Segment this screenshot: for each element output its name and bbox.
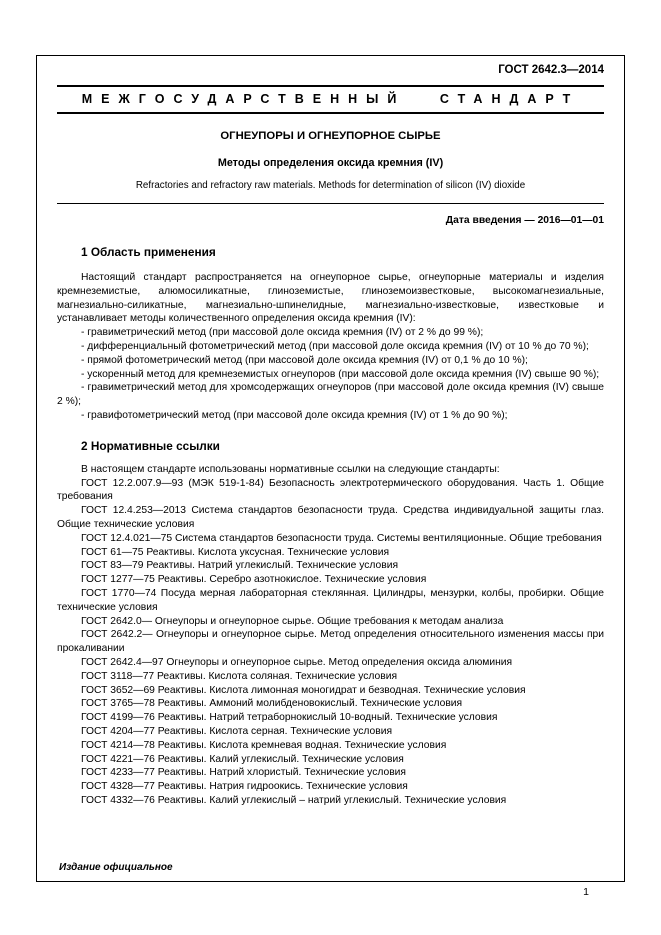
section-2-intro: В настоящем стандарте использованы нормативные ссылки на следующие стандарты:	[81, 463, 500, 475]
reference-item: ГОСТ 2642.4—97 Огнеупоры и огнеупорное сырье. Метод определения оксида алюминия	[81, 656, 513, 668]
document-title-ru: ОГНЕУПОРЫ И ОГНЕУПОРНОЕ СЫРЬЕ	[220, 130, 441, 142]
reference-item: ГОСТ 4328—77 Реактивы. Натрия гидроокись. Технические условия	[81, 781, 408, 793]
reference-item: ГОСТ 4214—78 Реактивы. Кислота кремневая водная. Технические условия	[81, 739, 447, 751]
reference-item: ГОСТ 1277—75 Реактивы. Серебро азотнокислое. Технические условия	[81, 574, 427, 586]
reference-item: ГОСТ 4332—76 Реактивы. Калий углекислый – натрий углекислый. Технические условия	[81, 794, 507, 806]
title-divider	[57, 203, 604, 204]
reference-item: ГОСТ 12.4.253—2013 Система стандартов безопасности труда. Средства индивидуальной защиты глаз. Общие технические условия	[57, 505, 604, 530]
reference-item: ГОСТ 1770—74 Посуда мерная лабораторная стеклянная. Цилиндры, мензурки, колбы, пробирки. Общие технические условия	[57, 587, 604, 613]
effective-date: Дата введения — 2016—01—01	[445, 215, 604, 226]
reference-item: ГОСТ 4199—76 Реактивы. Натрий тетраборнокислый 10-водный. Технические условия	[81, 712, 498, 724]
scope-method-item: - гравифотометрический метод (при массовой доле оксида кремния (IV) от 1 % до 90 %);	[81, 409, 508, 421]
references-list	[57, 477, 604, 808]
section-2-heading: 2 Нормативные ссылки	[81, 438, 220, 453]
reference-item: ГОСТ 4204—77 Реактивы. Кислота серная. Технические условия	[81, 725, 393, 737]
reference-item: ГОСТ 3118—77 Реактивы. Кислота соляная. Технические условия	[81, 670, 398, 682]
scope-methods-list	[57, 326, 604, 423]
scope-method-item: - ускоренный метод для кремнеземистых огнеупоров (при массовой доле оксида кремния (IV) свыше 90 %);	[81, 368, 600, 380]
reference-item: ГОСТ 2642.2— Огнеупоры и огнеупорное сырье. Метод определения относительного изменения массы при прокаливании	[57, 629, 604, 655]
scope-method-item: - дифференциальный фотометрический метод (при массовой доле оксида кремния (IV) от 10 % до 70 %);	[81, 340, 589, 352]
page-frame	[36, 55, 625, 882]
document-title-en: Refractories and refractory raw materials. Methods for determination of silicon (IV) dioxide	[135, 180, 526, 191]
scope-method-item: - прямой фотометрический метод (при массовой доле оксида кремния (IV) от 0,1 % до 10 %);	[81, 354, 528, 366]
document-subtitle-ru: Методы определения оксида кремния (IV)	[217, 157, 444, 169]
official-edition-note: Издание официальное	[59, 862, 173, 873]
standard-number: ГОСТ 2642.3—2014	[498, 64, 604, 76]
reference-item: ГОСТ 3765—78 Реактивы. Аммоний молибденовокислый. Технические условия	[81, 698, 463, 710]
reference-item: ГОСТ 4233—77 Реактивы. Натрий хлористый. Технические условия	[81, 767, 406, 779]
reference-item: ГОСТ 2642.0— Огнеупоры и огнеупорное сырье. Общие требования к методам анализа	[81, 615, 504, 627]
reference-item: ГОСТ 3652—69 Реактивы. Кислота лимонная моногидрат и безводная. Технические условия	[81, 684, 526, 696]
section-1-heading: 1 Область применения	[81, 245, 216, 259]
reference-item: ГОСТ 83—79 Реактивы. Натрий углекислый. Технические условия	[81, 560, 399, 572]
scope-method-item: - гравиметрический метод для хромсодержащих огнеупоров (при массовой доле оксида кремния (IV) свыше 2 %);	[57, 382, 604, 408]
reference-item: ГОСТ 61—75 Реактивы. Кислота уксусная. Технические условия	[81, 546, 390, 558]
page-number: 1	[583, 886, 589, 898]
scope-method-item: - гравиметрический метод (при массовой доле оксида кремния (IV) от 2 % до 99 %);	[81, 327, 484, 339]
reference-item: ГОСТ 12.4.021—75 Система стандартов безопасности труда. Системы вентиляционные. Общие требования	[81, 532, 602, 544]
reference-item: ГОСТ 4221—76 Реактивы. Калий углекислый. Технические условия	[81, 753, 404, 765]
standard-type-banner: МЕЖГОСУДАРСТВЕННЫЙ СТАНДАРТ	[57, 85, 604, 114]
reference-item: ГОСТ 12.2.007.9—93 (МЭК 519-1-84) Безопасность электротермического оборудования. Часть 1. Общие требования	[57, 477, 604, 503]
section-1-intro: Настоящий стандарт распространяется на огнеупорное сырье, огнеупорные материалы и изделия кремнеземистые, алюмосиликатные, глиноземистые, глиноземоизвестковые, высокомагнезиальные, магнезиально-силикатные, магнезиально-шпинелидные, магнезиально-известковые, известковые и устанавливает методы количественного определения оксида кремния (IV):	[57, 272, 604, 325]
